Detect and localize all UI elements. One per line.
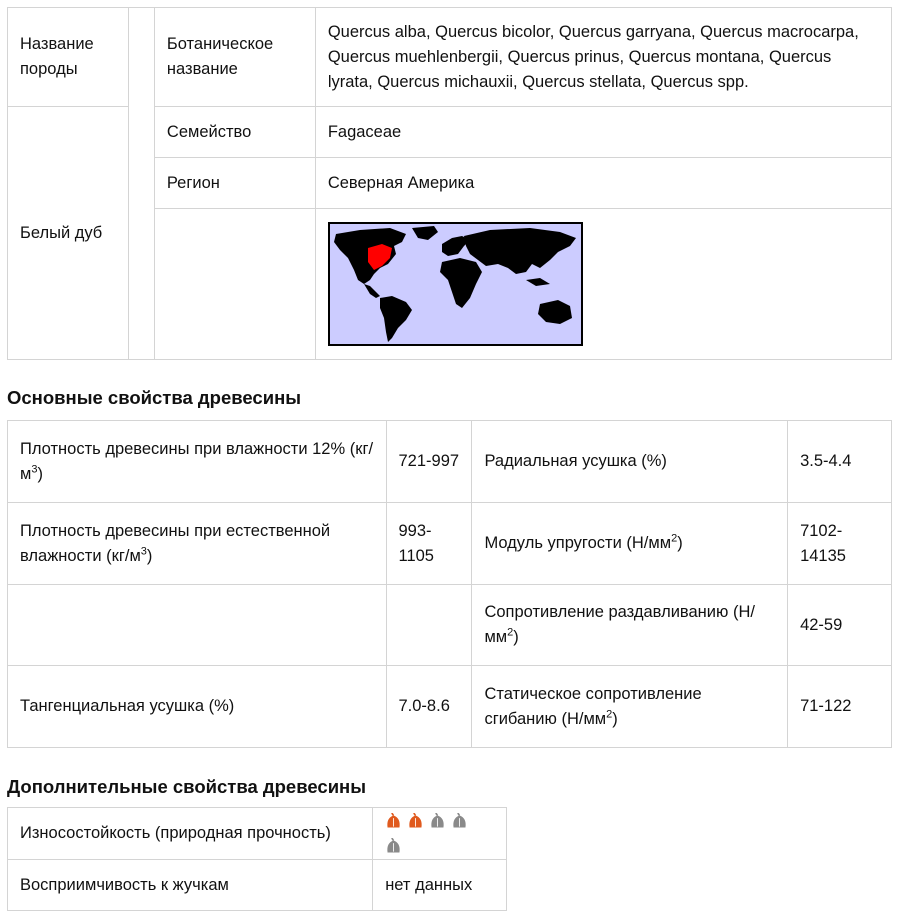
property-value: 42-59 bbox=[788, 585, 892, 666]
botanical-label: Ботаническое название bbox=[166, 35, 274, 78]
region-value: Северная Америка bbox=[327, 173, 475, 192]
property-label-text: Тангенциальная усушка (%) bbox=[20, 697, 235, 715]
property-label bbox=[8, 585, 387, 666]
basic-properties-heading: Основные свойства древесины bbox=[7, 387, 302, 408]
region-label-cell bbox=[154, 158, 315, 209]
property-value: нет данных bbox=[373, 860, 507, 911]
property-label-text: Модуль упругости (Н/мм bbox=[484, 534, 672, 552]
property-value: 7.0-8.6 bbox=[386, 666, 472, 748]
map-label-cell bbox=[154, 209, 315, 360]
property-value: 993-1105 bbox=[386, 503, 472, 585]
unit-close: ) bbox=[513, 628, 519, 646]
family-label-cell bbox=[154, 107, 315, 158]
leaf-icon bbox=[407, 813, 424, 830]
family-value: Fagaceae bbox=[327, 122, 402, 141]
table-row bbox=[8, 860, 507, 911]
breed-value: Белый дуб bbox=[20, 223, 103, 242]
table-row bbox=[8, 421, 892, 503]
unit-close: ) bbox=[37, 464, 43, 483]
property-label bbox=[8, 503, 387, 585]
property-label-text: Статическое сопротивление сгибанию (Н/мм bbox=[484, 684, 702, 728]
additional-properties-heading: Дополнительные свойства древесины bbox=[7, 776, 367, 797]
property-value: 7102-14135 bbox=[788, 503, 892, 585]
property-label-text: Сопротивление раздавливанию (Н/мм bbox=[484, 603, 755, 646]
property-label bbox=[472, 585, 788, 666]
map-cell bbox=[315, 209, 891, 360]
property-label: Восприимчивость к жучкам bbox=[8, 860, 373, 911]
property-label-text: Плотность древесины при естественной влажности (кг/м bbox=[20, 521, 331, 565]
durability-rating bbox=[373, 808, 507, 860]
region-value-cell bbox=[315, 158, 891, 209]
breed-label: Название породы bbox=[20, 35, 94, 78]
property-label bbox=[8, 666, 387, 748]
botanical-value: Quercus alba, Quercus bicolor, Quercus garryana, Quercus macrocarpa, Quercus muehlenbergii, Quercus prinus, Quercus montana, Quercus lyrata, Quercus michauxii, Quercus stellata, Quercus spp. bbox=[327, 22, 859, 91]
unit-exponent: 3 bbox=[140, 545, 147, 557]
botanical-value-cell bbox=[315, 8, 891, 107]
unit-close: ) bbox=[677, 534, 683, 552]
unit-exponent: 2 bbox=[606, 708, 613, 720]
unit-close: ) bbox=[612, 709, 618, 728]
botanical-label-cell bbox=[154, 8, 315, 107]
property-value: 3.5-4.4 bbox=[788, 421, 892, 503]
table-row bbox=[8, 808, 507, 860]
spacer-cell bbox=[128, 8, 154, 360]
leaf-icon bbox=[385, 838, 402, 855]
property-label-text: Плотность древесины при влажности 12% (кг/м bbox=[20, 439, 374, 483]
basic-properties-table bbox=[7, 420, 892, 748]
property-value: 721-997 bbox=[386, 421, 472, 503]
leaf-icon bbox=[429, 813, 446, 830]
table-row bbox=[8, 585, 892, 666]
property-label bbox=[8, 421, 387, 503]
region-label: Регион bbox=[166, 173, 220, 192]
breed-value-cell bbox=[8, 107, 129, 360]
table-row bbox=[8, 503, 892, 585]
property-label bbox=[472, 503, 788, 585]
unit-close: ) bbox=[146, 546, 153, 565]
property-label: Износостойкость (природная прочность) bbox=[8, 808, 373, 860]
property-value: 71-122 bbox=[788, 666, 892, 748]
breed-label-cell bbox=[8, 8, 129, 107]
species-table bbox=[7, 7, 892, 360]
unit-exponent: 2 bbox=[507, 626, 514, 639]
unit-exponent: 3 bbox=[31, 463, 38, 475]
unit-exponent: 2 bbox=[671, 532, 678, 545]
leaf-icon bbox=[451, 813, 468, 830]
table-row bbox=[8, 666, 892, 748]
additional-properties-table bbox=[7, 807, 507, 911]
property-label bbox=[472, 666, 788, 748]
world-map-icon bbox=[328, 222, 583, 346]
family-label: Семейство bbox=[166, 122, 252, 141]
leaf-icon bbox=[385, 813, 402, 830]
property-value bbox=[386, 585, 472, 666]
property-label bbox=[472, 421, 788, 503]
property-label-text: Радиальная усушка (%) bbox=[484, 452, 667, 470]
family-value-cell bbox=[315, 107, 891, 158]
